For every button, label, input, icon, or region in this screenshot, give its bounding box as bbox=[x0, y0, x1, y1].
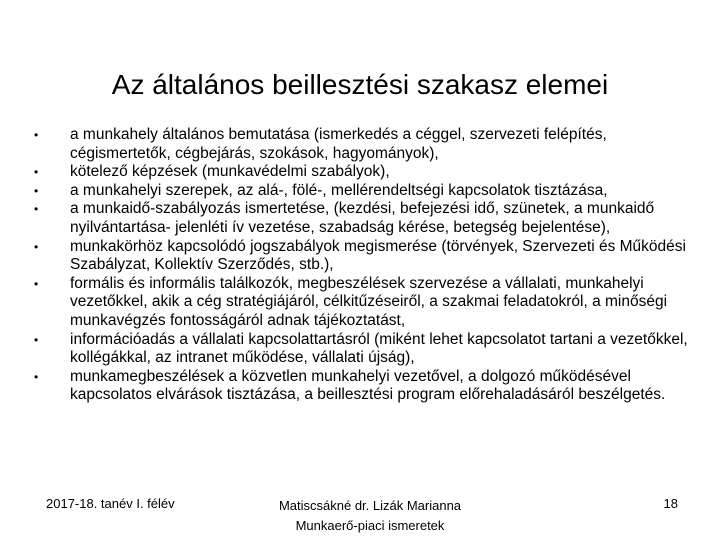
footer-course: Munkaerő-piaci ismeretek bbox=[295, 518, 445, 533]
bullet-icon: • bbox=[34, 165, 39, 180]
list-item bbox=[34, 275, 694, 331]
list-item bbox=[34, 163, 694, 182]
footer-author: Matiscsákné dr. Lizák Marianna bbox=[278, 498, 462, 513]
list-item-text: formális és informális találkozók, megbeszélések szervezése a vállalati, munkahelyi vezetőkkel, akik a cég stratégiájáról, célkitűzéseiről, a szakmai feladatokról, a minőségi munkavégzés fontosságáról adnak tájékoztatást, bbox=[70, 274, 668, 329]
page-number: 18 bbox=[663, 496, 678, 511]
slide-title: Az általános beillesztési szakasz elemei bbox=[111, 68, 609, 100]
list-item bbox=[34, 238, 694, 275]
bullet-icon: • bbox=[34, 332, 39, 347]
list-item-text: munkamegbeszélések a közvetlen munkahelyi vezetővel, a dolgozó működésével kapcsolatos elvárások tisztázása, a beillesztési program előrehaladásáról beszélgetés. bbox=[70, 367, 666, 404]
bullet-icon: • bbox=[34, 369, 39, 384]
list-item bbox=[34, 368, 694, 405]
footer-semester: 2017-18. tanév I. félév bbox=[46, 496, 175, 511]
bullet-icon: • bbox=[34, 128, 39, 142]
bullet-icon: • bbox=[34, 202, 39, 217]
list-item-text: a munkaidő-szabályozás ismertetése, (kezdési, befejezési idő, szünetek, a munkaidő nyilvántartása- jelenléti ív vezetése, szabadság kérése, betegség bejelentése), bbox=[70, 200, 655, 236]
list-item bbox=[34, 182, 694, 201]
list-item-text: munkakörhöz kapcsolódó jogszabályok megismerése (törvények, Szervezeti és Működési Szabályzat, Kollektív Szerződés, stb.), bbox=[70, 237, 686, 274]
bullet-icon: • bbox=[34, 183, 39, 198]
bullet-list bbox=[34, 126, 694, 405]
list-item-text: a munkahelyi szerepek, az alá-, fölé-, mellérendeltségi kapcsolatok tisztázása, bbox=[70, 181, 608, 199]
list-item bbox=[34, 200, 694, 237]
list-item-text: a munkahely általános bemutatása (ismerkedés a céggel, szervezeti felépítés, cégismertetők, cégbejárás, szokások, hagyományok), bbox=[70, 126, 607, 162]
list-item bbox=[34, 126, 694, 163]
list-item-text: információadás a vállalati kapcsolattartásról (miként lehet kapcsolatot tartani a vezetőkkel, kollégákkal, az intranet működése, vállalati újság), bbox=[70, 330, 688, 367]
bullet-icon: • bbox=[34, 276, 39, 291]
list-item-text: kötelező képzések (munkavédelmi szabályok), bbox=[70, 163, 390, 181]
list-item bbox=[34, 331, 694, 368]
footer-author-course bbox=[210, 496, 530, 536]
bullet-icon: • bbox=[34, 239, 39, 254]
